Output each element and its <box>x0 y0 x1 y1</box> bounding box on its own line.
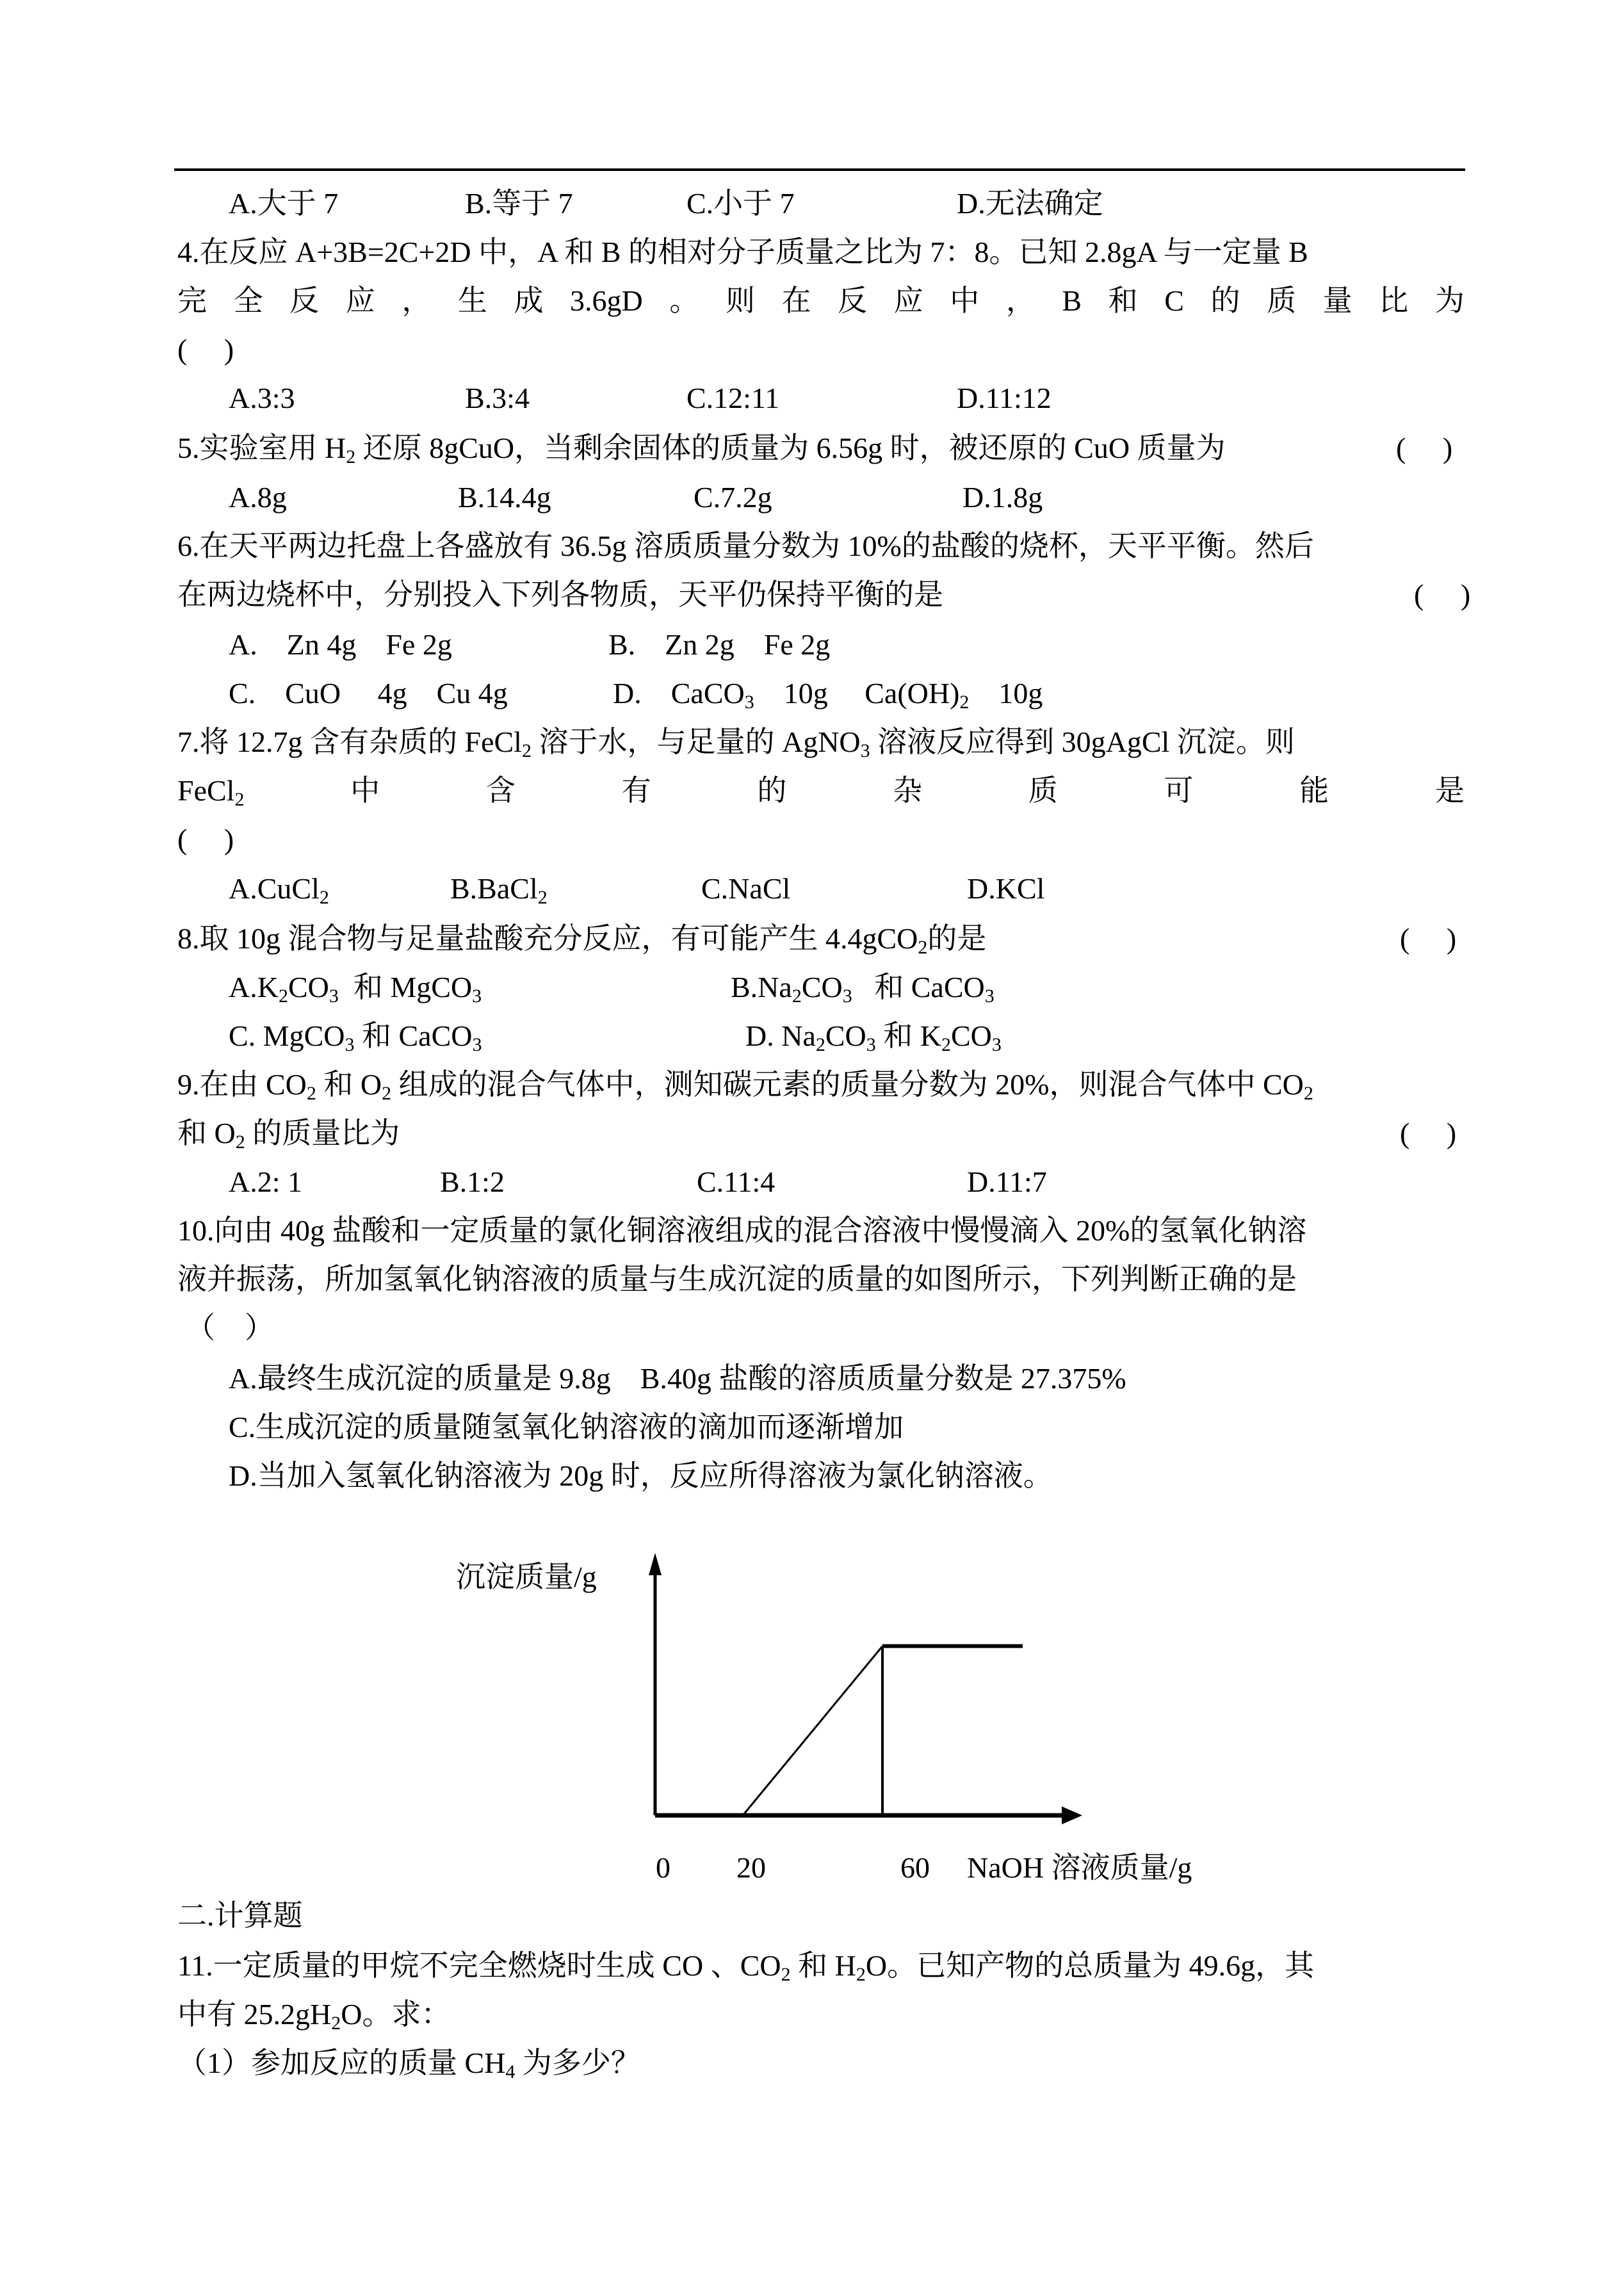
text-run: D. Na <box>745 1019 816 1052</box>
text-segment <box>465 379 530 418</box>
text-run: 10g <box>969 677 1043 710</box>
text-segment <box>894 282 923 320</box>
text-run: C.生成沉淀的质量随氢氧化钠溶液的滴加而逐渐增加 <box>229 1411 904 1443</box>
text-segment <box>669 282 699 320</box>
text-line <box>177 1359 1465 1398</box>
text-run: A.最终生成沉淀的质量是 9.8g B.40g 盐酸的溶质质量分数是 27.375% <box>229 1362 1126 1395</box>
text-run: D.当加入氢氧化钠溶液为 20g 时，反应所得溶液为氯化钠溶液。 <box>229 1459 1053 1492</box>
text-run: C.12:11 <box>686 382 780 414</box>
subscript: 2 <box>918 937 928 958</box>
text-run: 6.在天平两边托盘上各盛放有 36.5g 溶质质量分数为 10%的盐酸的烧杯，天平平衡。然后 <box>177 530 1314 562</box>
text-run: 完 <box>177 284 207 317</box>
text-run: CO <box>825 1019 866 1052</box>
text-run: D.KCl <box>967 872 1045 905</box>
text-segment <box>177 1066 1313 1104</box>
text-segment <box>514 282 543 320</box>
text-segment <box>229 1163 302 1201</box>
text-run: 的 <box>1210 284 1240 317</box>
text-segment <box>893 772 922 810</box>
text-segment <box>570 282 643 320</box>
answer-blank <box>1414 576 1470 614</box>
text-line <box>177 429 1465 467</box>
answer-blank <box>1400 1114 1456 1153</box>
text-run: 成 <box>514 284 544 317</box>
text-run: 生 <box>457 284 487 317</box>
text-run: D.1.8g <box>962 481 1043 514</box>
text-run: CO <box>288 971 329 1003</box>
text-run: 为多少？ <box>515 2047 640 2079</box>
text-segment <box>694 478 772 517</box>
text-run: B.14.4g <box>458 481 551 514</box>
text-run: CO <box>951 1019 992 1052</box>
text-run: （ ） <box>186 1311 274 1344</box>
text-segment <box>613 674 1043 713</box>
text-run: 的是 <box>927 922 987 955</box>
text-segment <box>1006 282 1035 320</box>
text-run: 可 <box>1164 774 1194 807</box>
text-run: 中 <box>350 774 380 807</box>
text-segment <box>838 282 867 320</box>
text-run: D.11:7 <box>967 1165 1047 1198</box>
text-run: O。已知产物的总质量为 49.6g，其 <box>865 1949 1315 1982</box>
text-run: 和 CaCO <box>354 1019 473 1052</box>
text-segment <box>967 1163 1047 1201</box>
subscript: 2 <box>521 740 532 761</box>
text-segment <box>967 870 1044 908</box>
text-segment <box>177 723 1295 761</box>
text-segment <box>1267 282 1296 320</box>
x-tick-label: 60 <box>900 1851 930 1884</box>
text-run: 5.实验室用 H <box>177 432 346 464</box>
text-segment <box>1435 772 1465 810</box>
subscript: 3 <box>472 1034 482 1055</box>
text-run: A.2: 1 <box>229 1165 302 1198</box>
text-run: 10.向由 40g 盐酸和一定质量的氯化铜溶液组成的混合溶液中慢慢滴入 20%的氢氧化钠溶 <box>177 1214 1307 1247</box>
text-run: 比 <box>1379 284 1409 317</box>
text-run: D.无法确定 <box>957 187 1103 220</box>
text-run: 4.在反应 A+3B=2C+2D 中，A 和 B 的相对分子质量之比为 7：8。已知 2.8gA 与一定量 B <box>177 236 1308 268</box>
text-line <box>177 2044 1465 2082</box>
text-line <box>177 330 1465 369</box>
text-segment <box>346 282 375 320</box>
text-run: A.CuCl <box>229 872 320 905</box>
text-run: 有 <box>621 774 651 807</box>
text-run: 8.取 10g 混合物与足量盐酸充分反应，有可能产生 4.4gCO <box>177 922 918 955</box>
text-line <box>177 723 1465 761</box>
text-line <box>177 233 1465 272</box>
text-run: 还原 8gCuO，当剩余固体的质量为 6.56g 时，被还原的 CuO 质量为 <box>355 432 1226 464</box>
text-segment <box>229 379 295 418</box>
text-segment <box>1164 772 1194 810</box>
text-run: ( ) <box>1414 578 1471 611</box>
text-segment <box>686 184 795 223</box>
text-segment <box>177 1897 303 1935</box>
text-segment <box>962 478 1043 517</box>
text-run: 质 <box>1267 284 1297 317</box>
text-segment <box>229 1017 482 1055</box>
text-segment <box>608 626 830 664</box>
text-segment <box>177 1995 450 2034</box>
text-segment <box>234 282 263 320</box>
text-segment <box>1108 282 1138 320</box>
text-segment <box>782 282 811 320</box>
text-segment <box>465 184 573 223</box>
text-line <box>177 1408 1465 1447</box>
answer-blank <box>177 330 234 369</box>
subscript: 3 <box>842 985 852 1007</box>
text-line <box>177 1212 1465 1250</box>
text-run: 则 <box>725 284 755 317</box>
text-segment <box>177 920 986 958</box>
text-run: ( ) <box>1396 432 1453 464</box>
text-segment <box>697 1163 775 1201</box>
text-run: ( ) <box>1400 922 1457 955</box>
subscript: 4 <box>505 2061 516 2082</box>
text-segment <box>458 478 551 517</box>
answer-blank <box>177 820 234 859</box>
text-line <box>177 1017 1465 1055</box>
text-segment <box>1028 772 1058 810</box>
text-line <box>177 184 1465 223</box>
text-run: 质 <box>1028 774 1058 807</box>
text-run: C <box>1164 284 1184 317</box>
text-segment <box>229 968 482 1007</box>
text-line <box>177 527 1465 565</box>
text-run: 液并振荡，所加氢氧化钠溶液的质量与生成沉淀的质量的如图所示，下列判断正确的是 <box>177 1263 1297 1295</box>
text-run: 3.6gD <box>570 284 643 317</box>
text-line <box>177 1947 1465 1985</box>
text-segment <box>1435 282 1465 320</box>
text-segment <box>229 1457 1053 1495</box>
subscript: 3 <box>472 985 482 1007</box>
text-line <box>177 1114 1465 1153</box>
text-segment <box>686 379 779 418</box>
text-run: 应 <box>345 284 375 317</box>
text-run: ( ) <box>177 333 234 366</box>
subscript: 2 <box>941 1034 951 1055</box>
text-line <box>177 576 1471 614</box>
text-segment <box>289 282 319 320</box>
series-segment <box>743 1646 882 1815</box>
text-run: 组成的混合气体中，测知碳元素的质量分数为 20%，则混合气体中 CO <box>391 1068 1304 1101</box>
x-tick-label: 20 <box>736 1851 766 1884</box>
text-run: 含 <box>485 774 516 807</box>
text-run: C. MgCO <box>229 1019 345 1052</box>
text-run: A.8g <box>229 481 287 514</box>
subscript: 3 <box>984 985 995 1007</box>
x-axis-arrow-icon <box>1062 1806 1082 1824</box>
subscript: 2 <box>234 789 245 810</box>
text-run: B <box>1062 284 1082 317</box>
text-line <box>177 1260 1465 1299</box>
text-segment <box>745 1017 1002 1055</box>
text-run: CO <box>801 971 843 1003</box>
text-segment <box>229 1359 1126 1398</box>
text-run: ， <box>1005 284 1035 317</box>
text-run: C. CuO 4g Cu 4g <box>229 677 508 710</box>
text-line <box>177 1995 1465 2034</box>
text-segment <box>1299 772 1329 810</box>
subscript: 2 <box>235 1131 245 1153</box>
text-run: B.3:4 <box>465 382 530 414</box>
text-segment <box>950 282 979 320</box>
x-tick-label: 0 <box>656 1851 670 1884</box>
text-run: B. Zn 2g Fe 2g <box>608 628 831 661</box>
text-run: 反 <box>289 284 320 317</box>
subscript: 2 <box>346 446 356 467</box>
text-segment <box>486 772 516 810</box>
text-run: A.3:3 <box>229 382 295 414</box>
text-segment <box>177 576 943 614</box>
subscript: 3 <box>345 1034 355 1055</box>
subscript: 2 <box>792 985 802 1007</box>
text-segment <box>177 429 1226 467</box>
text-run: C.NaCl <box>701 872 791 905</box>
text-run: C.7.2g <box>694 481 772 514</box>
text-run: D.11:12 <box>957 382 1052 414</box>
text-segment <box>177 233 1308 272</box>
subscript: 2 <box>382 1083 392 1104</box>
text-segment <box>622 772 651 810</box>
text-run: 杂 <box>893 774 923 807</box>
y-axis-label: 沉淀质量/g <box>456 1561 597 1593</box>
text-run: 溶于水，与足量的 AgNO <box>531 726 861 758</box>
subscript: 3 <box>860 740 870 761</box>
text-run: FeCl <box>177 774 235 807</box>
text-run: 和 H <box>790 1949 856 1982</box>
text-run: 7.将 12.7g 含有杂质的 FeCl <box>177 726 522 758</box>
text-run: B.1:2 <box>440 1165 505 1198</box>
text-line <box>177 772 1465 810</box>
text-run: 溶液反应得到 30gAgCl 沉淀。则 <box>870 726 1295 758</box>
text-line <box>177 1457 1465 1495</box>
text-run: D. CaCO <box>613 677 745 710</box>
text-line <box>177 1309 1465 1347</box>
text-segment <box>229 478 287 517</box>
text-line <box>177 1066 1465 1104</box>
text-line <box>177 379 1465 418</box>
text-segment <box>957 184 1103 223</box>
text-line <box>177 968 1465 1007</box>
text-run: A.大于 7 <box>229 187 339 220</box>
text-run: C.11:4 <box>697 1165 775 1198</box>
subscript: 3 <box>991 1034 1002 1055</box>
text-segment <box>450 870 548 908</box>
text-segment <box>1323 282 1352 320</box>
text-segment <box>177 1260 1297 1299</box>
subscript: 2 <box>1303 1083 1313 1104</box>
text-run: 和 CaCO <box>852 971 985 1003</box>
subscript: 2 <box>537 887 548 908</box>
text-segment <box>1164 282 1184 320</box>
text-line <box>177 870 1465 908</box>
text-run: A.K <box>229 971 279 1003</box>
text-segment <box>440 1163 505 1201</box>
text-run: 的质量比为 <box>245 1117 400 1149</box>
text-run: ， <box>402 284 432 317</box>
text-run: 为 <box>1434 284 1465 317</box>
subscript: 2 <box>331 2013 341 2034</box>
text-line <box>177 1897 1465 1935</box>
text-run: 应 <box>893 284 923 317</box>
text-segment <box>177 1212 1306 1250</box>
text-segment <box>731 968 995 1007</box>
text-run: 中有 25.2gH <box>177 1998 332 2031</box>
text-line <box>177 626 1465 664</box>
subscript: 2 <box>319 887 329 908</box>
answer-blank <box>1400 920 1456 958</box>
text-run: C.小于 7 <box>686 187 795 220</box>
text-segment <box>757 772 786 810</box>
y-axis-arrow-icon <box>649 1553 662 1575</box>
text-run: 的 <box>757 774 787 807</box>
header-rule <box>174 168 1465 171</box>
text-run: 在 <box>781 284 811 317</box>
answer-blank <box>186 1309 274 1347</box>
text-run: ( ) <box>177 823 234 856</box>
text-run: B.BaCl <box>450 872 538 905</box>
subscript: 2 <box>306 1083 316 1104</box>
text-run: 10g Ca(OH) <box>754 677 960 710</box>
text-run: 二.计算题 <box>177 1899 303 1932</box>
text-run: 和 <box>1108 284 1138 317</box>
text-run: 量 <box>1322 284 1352 317</box>
text-run: 在两边烧杯中，分别投入下列各物质，天平仍保持平衡的是 <box>177 578 943 611</box>
text-run: 和 MgCO <box>338 971 473 1003</box>
subscript: 3 <box>866 1034 876 1055</box>
text-segment <box>701 870 790 908</box>
text-line <box>177 674 1465 713</box>
subscript: 2 <box>781 1964 791 1985</box>
text-line <box>177 478 1465 517</box>
text-run: 中 <box>950 284 980 317</box>
text-segment <box>1062 282 1082 320</box>
text-run: 和 K <box>875 1019 941 1052</box>
text-segment <box>177 772 244 810</box>
answer-blank <box>1396 429 1452 467</box>
text-run: 和 O <box>177 1117 236 1149</box>
text-segment <box>1211 282 1240 320</box>
text-segment <box>177 1114 400 1153</box>
text-run: A. Zn 4g Fe 2g <box>229 628 452 661</box>
text-segment <box>177 527 1314 565</box>
text-run: 。 <box>669 284 699 317</box>
text-segment <box>458 282 487 320</box>
text-run: （1）参加反应的质量 CH <box>177 2047 506 2079</box>
subscript: 3 <box>744 692 754 713</box>
text-segment <box>229 870 329 908</box>
text-line <box>177 820 1465 859</box>
text-run: 和 O <box>316 1068 382 1101</box>
subscript: 3 <box>329 985 339 1007</box>
text-segment <box>229 626 452 664</box>
text-segment <box>229 674 508 713</box>
text-run: 全 <box>233 284 263 317</box>
text-segment <box>957 379 1052 418</box>
subscript: 2 <box>959 692 970 713</box>
text-line <box>177 920 1465 958</box>
text-run: 是 <box>1434 774 1465 807</box>
subscript: 2 <box>278 985 288 1007</box>
subscript: 2 <box>856 1964 866 1985</box>
text-run: 9.在由 CO <box>177 1068 307 1101</box>
subscript: 2 <box>815 1034 825 1055</box>
text-segment <box>177 2044 640 2082</box>
text-segment <box>229 184 338 223</box>
text-line <box>177 1163 1465 1201</box>
text-run: 能 <box>1299 774 1329 807</box>
text-segment <box>177 282 207 320</box>
x-axis-label: NaOH 溶液质量/g <box>967 1851 1192 1884</box>
text-run: 反 <box>838 284 868 317</box>
text-segment <box>1379 282 1408 320</box>
text-segment <box>177 1947 1314 1985</box>
text-run: B.等于 7 <box>465 187 573 220</box>
text-segment <box>726 282 755 320</box>
text-line <box>177 282 1465 320</box>
text-segment <box>402 282 431 320</box>
text-run: 11.一定质量的甲烷不完全燃烧时生成 CO 、CO <box>177 1949 781 1982</box>
text-run: ( ) <box>1400 1117 1457 1149</box>
text-segment <box>229 1408 904 1447</box>
text-run: O。求： <box>341 1998 451 2031</box>
text-run: B.Na <box>731 971 792 1003</box>
text-segment <box>350 772 380 810</box>
